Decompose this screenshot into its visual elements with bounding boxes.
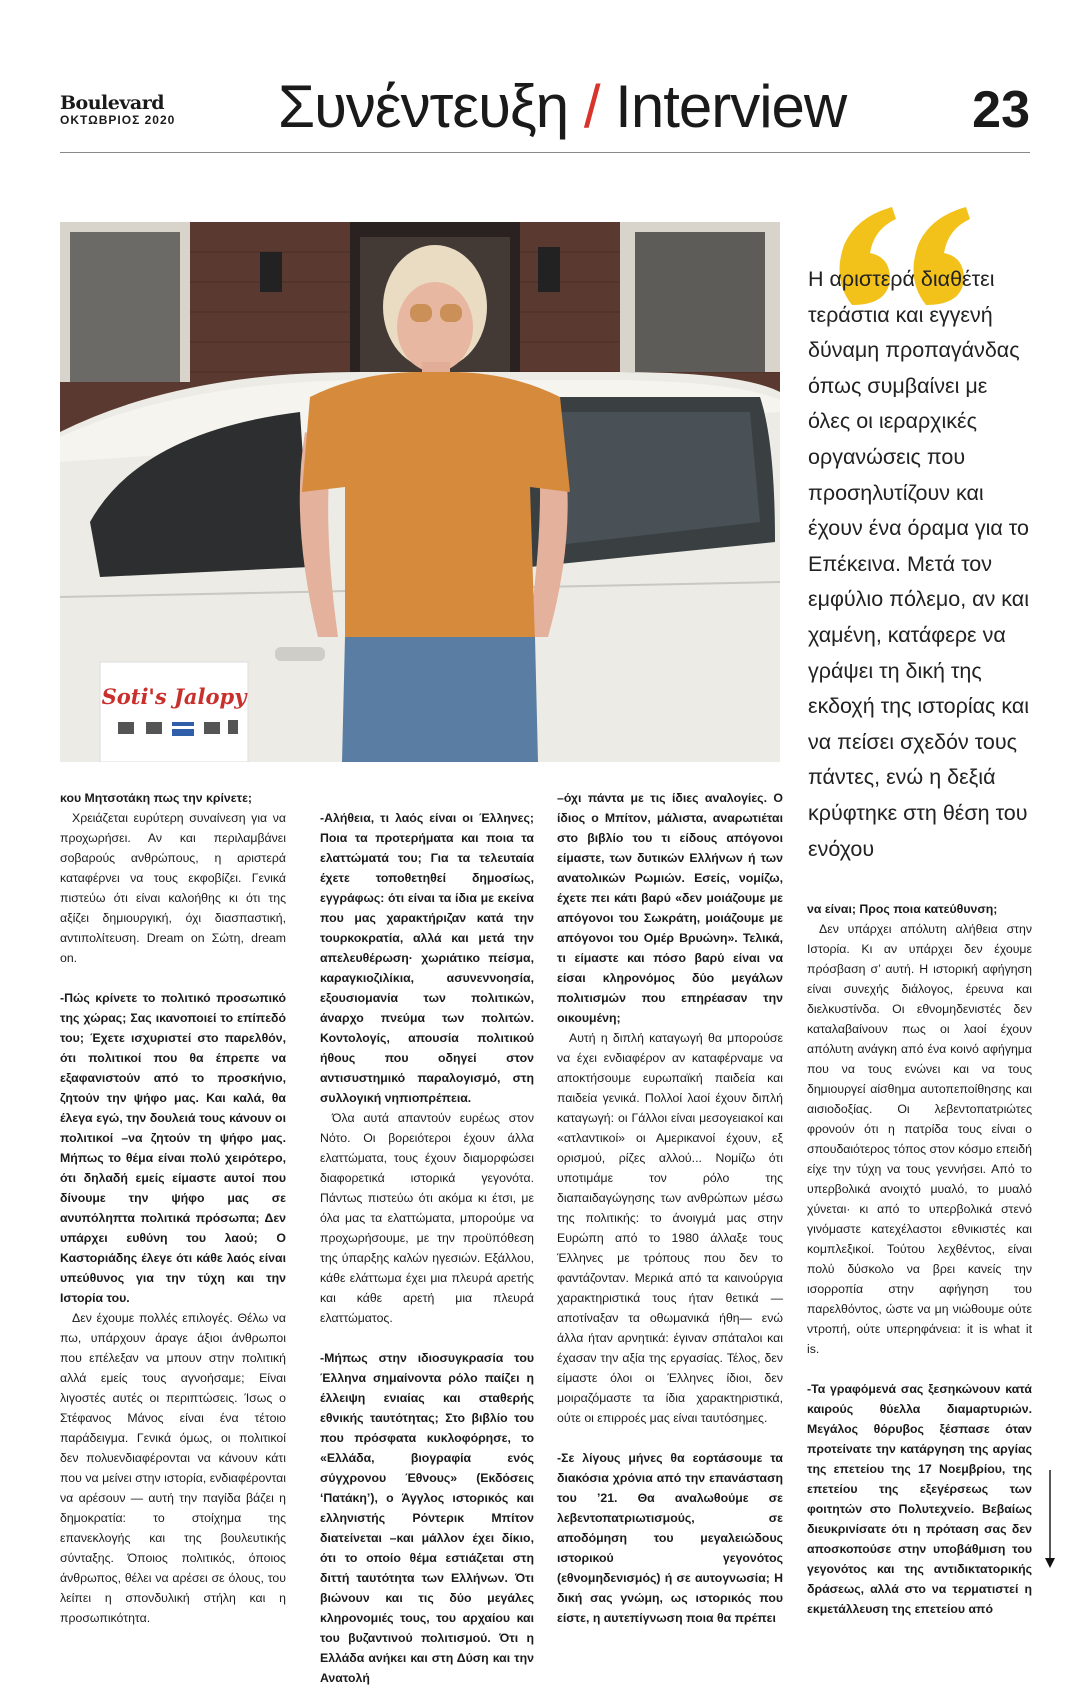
masthead xyxy=(60,93,175,127)
column-1-question: -Πώς κρίνετε το πολιτικό προσωπικό της χώρας; Σας ικανοποιεί το επίπεδό του; Έχετε ισχυριστεί στο παρελθόν, ότι πολιτικοί που θα έπρεπε να εξαφανιστούν από το προσκήνιο, ζητούν την ψήφο μας. Και καλά, θα έλεγα εγώ, την δουλειά τους κάνουν οι πολιτικοί –να ζητούν τη ψήφο μας. Μήπως το θέμα είναι πολύ χειρότερο, ότι δηλαδή εμείς είμαστε αυτοί που δίνουμε την ψήφο μας σε ανυπόληπτα πολιτικά πρόσωπα; Δεν υπάρχει ευθύνη του λαού; Ο Καστοριάδης έλεγε ότι κάθε λαός είναι υπεύθυνος για την τύχη και την Ιστορία του. xyxy=(60,991,286,1305)
column-4-answer: Δεν υπάρχει απόλυτη αλήθεια στην Ιστορία. Κι αν υπάρχει δεν έχουμε πρόσβαση σ’ αυτή. Η ιστορική αφήγηση είναι συνεχής διάλογος, έρευνα και διελκυστίνδα. Οι εθνομηδενιστές δεν καταλαβαίνουν πως οι λαοί έχουν απόλυτη ανάγκη από ένα κοινό αφήγημα που να τους ενώνει και να τους δημιουργεί αίσθημα αυτοπεποίθησης και αισιοδοξίας. Οι λεβεντοπατριώτες φρονούν ότι η πατρίδα τους είναι ο σπουδαιότερος τόπος στον κόσμο επειδή είχε την τύχη να τους γεννήσει. Από το υπερβολικά ανοιχτό μυαλό, το μυαλό χύνεται· κι από το υπερβολικά στενό γινόμαστε κατεχέλαστοι εθνικιστές και κομπλεξικοί. Τούτου λεχθέντος, είναι πολύ δύσκολο να βρει κανείς την ισορροπία στην αφήγηση του παρελθόντος, ώστε να μη νιώθουμε ούτε ντροπή, ούτε υπερηφάνεια: it is what it is. xyxy=(807,922,1032,1356)
column-2-answer: Όλα αυτά απαντούν ευρέως στον Νότο. Οι βορειότεροι έχουν άλλα ελαττώματα, τους έχουν διαμορφώσει διαφορετικά ιστορικά γεγονότα. Πάντως πιστεύω ότι ακόμα κι έτσι, με όλα μας τα ελαττώματα, μπορούμε να προχωρήσουμε, με την προϋπόθεση της ύπαρξης καλών ηγεσιών. Εξάλλου, κάθε ελάττωμα έχει μια πλευρά αρετής και κάθε αρετή μια πλευρά ελαττώματος. xyxy=(320,1111,534,1325)
column-3-question-cont: –όχι πάντα με τις ίδιες αναλογίες. Ο ίδιος ο Μπίτον, μάλιστα, αναρωτιέται στο βιβλίο του τι είδους απόγονοι είμαστε, των δυτικών Ελλήνων ή των ανατολικών Ρωμιών. Εσείς, νομίζω, έχετε πει κάτι βαρύ «δεν μοιάζουμε με απόγονοι του Σωκράτη, μοιάζουμε με απόγονοι του Ομέρ Βρυώνη». Τελικά, τι είμαστε και πόσο βαρύ είναι να είσαι κληρονόμος δύο μεγάλων πολιτισμών που επηρέασαν την οικουμένη; xyxy=(557,791,783,1025)
article-column-2 xyxy=(320,808,534,1688)
column-2-question: -Αλήθεια, τι λαός είναι οι Έλληνες; Ποια τα προτερήματα και ποια τα ελαττώματά του; Για τα τελευταία έχετε τοποθετηθεί δημοσίως, εγγράφως: ότι είναι τα ίδια με εκείνα που μας χαρακτήριζαν κατά την τουρκοκρατία, αλλά και μετά την απελευθέρωση· χωριάτικο πείσμα, καραγκιοζιλίκια, ασυνεννοησία, εξουσιομανία των πολιτικών, άναρχο πνεύμα των πολιτών. Κοντολογίς, απουσία πολιτικού ήθους που οδηγεί στον αντισυστημικό παραλογισμό, στη συλλογική νηπιοπρέπεια. xyxy=(320,811,534,1105)
column-2-question-2: -Μήπως στην ιδιοσυγκρασία του Έλληνα σημαίνοντα ρόλο παίζει η έλλειψη ενιαίας και σταθερής εθνικής ταυτότητας; Στο βιβλίο του που πρόσφατα κυκλοφόρησε, το «Ελλάδα, βιογραφία ενός σύγχρονου Έθνους» (Εκδόσεις ‘Πατάκη’), ο Άγγλος ιστορικός και ελληνιστής Ρόντερικ Μπίτον διατείνεται –και μάλλον έχει δίκιο, ότι το οποίο θέμα εστιάζεται στη διττή ταυτότητα των Ελλήνων. Ότι βιώνουν και τις δύο μεγάλες κληρονομιές τους, του αρχαίου και του βυζαντινού πολιτισμού. Ότι η Ελλάδα ανήκει και στη Δύση και την Ανατολή xyxy=(320,1351,534,1685)
section-title-english: Interview xyxy=(615,73,847,140)
section-title-separator: / xyxy=(583,73,600,140)
section-title xyxy=(278,72,846,142)
brand-name: Boulevard xyxy=(60,92,164,114)
issue-date: ΟΚΤΩΒΡΙΟΣ 2020 xyxy=(60,113,176,127)
column-4-question: -Τα γραφόμενά σας ξεσηκώνουν κατά καιρούς θύελλα διαμαρτυριών. Μεγάλος θόρυβος ξέσπασε όταν προτείνατε την κατάργηση της αργίας της επετείου της 17 Νοεμβρίου, της επετείου της εξεγέρσεως των φοιτητών στο Πολυτεχνείο. Βεβαίως διευκρινίσατε ότι η πρόταση σας δεν αποσκοπούσε στην υποβάθμιση του γεγονότος και της αντιδικτατορικής δράσεως, αλλά στο να τερματιστεί η εκμετάλλευση της επετείου από xyxy=(807,1382,1032,1616)
section-title-greek: Συνέντευξη xyxy=(278,73,569,140)
article-column-1 xyxy=(60,788,286,1628)
column-1-question-end: κου Μητσοτάκη πως την κρίνετε; xyxy=(60,791,253,805)
page-number: 23 xyxy=(972,81,1030,139)
photo-illustration xyxy=(60,222,780,762)
article-column-4 xyxy=(807,899,1032,1619)
article-column-3 xyxy=(557,788,783,1628)
car-sign-text: Soti's Jalopy xyxy=(101,684,247,709)
column-1-answer-2: Δεν έχουμε πολλές επιλογές. Θέλω να πω, υπάρχουν άραγε άξιοι άνθρωποι που επέλεξαν να μπουν στην πολιτική αλλά εμείς τους αγνοήσαμε; Είναι λιγοστές αυτές οι περιπτώσεις. Ίσως ο Στέφανος Μάνος είναι ένα τέτοιο παράδειγμα. Γενικά όμως, οι πολιτικοί δεν πολυενδιαφέρονται να κάνουν κάτι που να μείνει στην ιστορία, ενδιαφέρονται να αρέσουν — αυτή την παγίδα βάζει η δημοκρατία: το στοίχημα της επανεκλογής και της βουλευτικής σύνταξης. Όποιος πολιτικός, όποιος άνθρωπος, θέλει να αρέσει σε όλους, του λείπει η σπονδυλική στήλη και η προσωπικότητα. xyxy=(60,1311,286,1625)
continue-arrow-icon xyxy=(1044,1470,1056,1570)
pull-quote: Η αριστερά διαθέτει τεράστια και εγγενή δύναμη προπαγάνδας όπως συμβαίνει με όλες οι ιεραρχικές οργανώσεις που προσηλυτίζουν και έχουν ένα όραμα για το Επέκεινα. Μετά τον εμφύλιο πόλεμο, αν και χαμένη, κατάφερε να γράψει τη δική της εκδοχή της ιστορίας και να πείσει σχεδόν τους πάντες, ενώ η δεξιά κρύφτηκε στη θέση του ενόχου xyxy=(808,267,1030,861)
column-3-answer: Αυτή η διπλή καταγωγή θα μπορούσε να έχει ενδιαφέρον αν καταφέρναμε να αποκτήσουμε ευρωπαϊκή παιδεία και παιδεία γενικά. Πολλοί λαοί έχουν διπλή καταγωγή: οι Γάλλοι είναι μεσογειακοί και «ατλαντικοί» οι Αμερικανοί έχουν, εξ ορισμού, ρίζες αλλού... Νομίζω ότι υποτιμάμε τον ρόλο της διαπαιδαγώγησης των ανθρώπων μέσω της πολιτικής: το άνοιγμά μας στην Ευρώπη από το 1980 άλλαξε τους Έλληνες με τρόπους που δεν το φαντάζονταν. Μερικά από τα καινούργια χαρακτηριστικά τους ήταν θετικά —αποτίναξαν τα οθωμανικά ήθη— ενώ άλλα ήταν αρνητικά: έγιναν σπάταλοι και έχασαν την αξία της εργασίας. Τέλος, δεν είμαστε όλοι οι Έλληνες ίδιοι, δεν μοιραζόμαστε τα ίδια χαρακτηριστικά, ούτε οι επιρροές μας είναι ταυτόσημες. xyxy=(557,1031,783,1425)
interview-photo xyxy=(60,222,780,762)
column-4-question-end: να είναι; Προς ποια κατεύθυνση; xyxy=(807,902,998,916)
column-3-question: -Σε λίγους μήνες θα εορτάσουμε τα διακόσια χρόνια από την επανάσταση του ’21. Θα αναλωθούμε σε λεβεντοπατριωτισμούς, σε αποδόμηση του μεγαλειώδους ιστορικού γεγονότος (εθνομηδενισμός) ή σε αυτογνωσία; Η δική σας γνώμη, ως ιστορικός που είστε, η αυτεπίγνωση ποια θα πρέπει xyxy=(557,1451,783,1625)
header-divider xyxy=(60,152,1030,153)
column-1-answer: Χρειάζεται ευρύτερη συναίνεση για να προχωρήσει. Αν και περιλαμβάνει σοβαρούς ανθρώπους, η αριστερά καταφέρνει να τους εκφοβίζει. Γενικά πιστεύω ότι είναι καλοήθης κι ότι της αξίζει δημιουργική, όχι διασπαστική, αντιπολίτευση. Dream on Σώτη, dream on. xyxy=(60,811,286,965)
